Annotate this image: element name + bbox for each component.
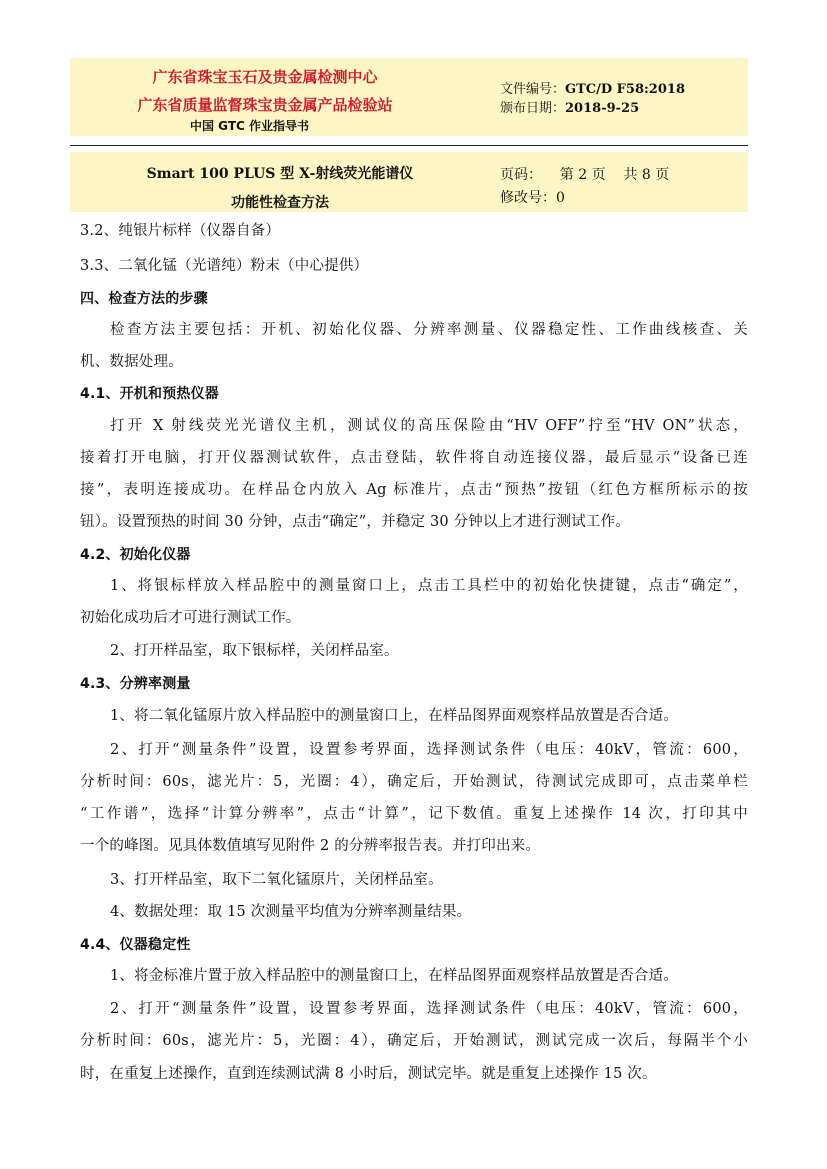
- body-line: 分析时间：60s，滤光片：5，光圈：4），确定后，开始测试，待测试完成即可，点击菜单栏: [80, 774, 748, 790]
- body-line: 打开 X 射线荧光光谱仪主机，测试仪的高压保险由“HV OFF”拧至“HV ON”状态，: [110, 418, 748, 434]
- section-heading: 4.3、分辨率测量: [80, 676, 191, 692]
- body-line: 2、打开样品室，取下银标样，关闭样品室。: [110, 643, 399, 659]
- body-line: 3、打开样品室，取下二氧化锰原片，关闭样品室。: [110, 872, 443, 888]
- section-heading: 4.1、开机和预热仪器: [80, 386, 220, 402]
- body-line: 初始化成功后才可进行测试工作。: [80, 610, 301, 626]
- body-line: 2、打开“测量条件”设置，设置参考界面，选择测试条件（电压：40kV，管流：600，: [110, 742, 748, 758]
- body-line: 时，在重复上述操作，直到连续测试满 8 小时后，测试完毕。就是重复上述操作 15 次。: [80, 1066, 657, 1082]
- doc-title: Smart 100 PLUS 型 X-射线荧光能谱仪: [146, 166, 414, 182]
- doc-number: 文件编号：GTC/D F58:2018: [500, 82, 685, 97]
- header-divider: [70, 145, 748, 146]
- body-line: 2、打开“测量条件”设置，设置参考界面，选择测试条件（电压：40kV，管流：600，: [110, 1001, 748, 1017]
- body-line: 检查方法主要包括：开机、初始化仪器、分辨率测量、仪器稳定性、工作曲线核查、关: [110, 322, 748, 338]
- org-name-2: 广东省质量监督珠宝贵金属产品检验站: [137, 96, 393, 114]
- gtc-label: 中国 GTC 作业指导书: [190, 119, 309, 133]
- body-line: 接着打开电脑，打开仪器测试软件，点击登陆，软件将自动连接仪器，最后显示“设备已连: [80, 450, 748, 466]
- body-line: “工作谱”，选择“计算分辨率”，点击“计算”，记下数值。重复上述操作 14 次，打印其中: [80, 806, 748, 822]
- body-line: 一个的峰图。见具体数值填写见附件 2 的分辨率报告表。并打印出来。: [80, 838, 541, 854]
- body-line: 3.3、二氧化锰（光谱纯）粉末（中心提供）: [80, 258, 369, 274]
- section-heading: 4.2、初始化仪器: [80, 547, 191, 563]
- issue-date: 颁布日期：2018-9-25: [500, 101, 640, 116]
- body-line: 3.2、纯银片标样（仪器自备）: [80, 223, 281, 239]
- org-name-1: 广东省珠宝玉石及贵金属检测中心: [152, 68, 378, 86]
- body-line: 1、将银标样放入样品腔中的测量窗口上，点击工具栏中的初始化快捷键，点击“确定”，: [110, 578, 748, 594]
- body-line: 机、数据处理。: [80, 354, 183, 370]
- body-line: 1、将金标准片置于放入样品腔中的测量窗口上，在样品图界面观察样品放置是否合适。: [110, 968, 679, 984]
- section-heading: 四、检查方法的步骤: [80, 291, 208, 307]
- revision-number: 修改号：0: [500, 190, 565, 206]
- doc-subtitle: 功能性检查方法: [231, 195, 329, 211]
- body-line: 钮）。设置预热的时间 30 分钟，点击“确定”，并稳定 30 分钟以上才进行测试工作。: [80, 514, 631, 530]
- body-line: 接”，表明连接成功。在样品仓内放入 Ag 标准片，点击“预热”按钮（红色方框所标示的按: [80, 482, 748, 498]
- section-heading: 4.4、仪器稳定性: [80, 937, 191, 953]
- body-line: 1、将二氧化锰原片放入样品腔中的测量窗口上，在样品图界面观察样品放置是否合适。: [110, 708, 679, 724]
- body-line: 4、数据处理：取 15 次测量平均值为分辨率测量结果。: [110, 904, 472, 920]
- page-number: 页码： 第 2 页 共 8 页: [500, 167, 670, 183]
- body-line: 分析时间：60s，滤光片：5，光圈：4），确定后，开始测试，测试完成一次后，每隔半个小: [80, 1033, 748, 1049]
